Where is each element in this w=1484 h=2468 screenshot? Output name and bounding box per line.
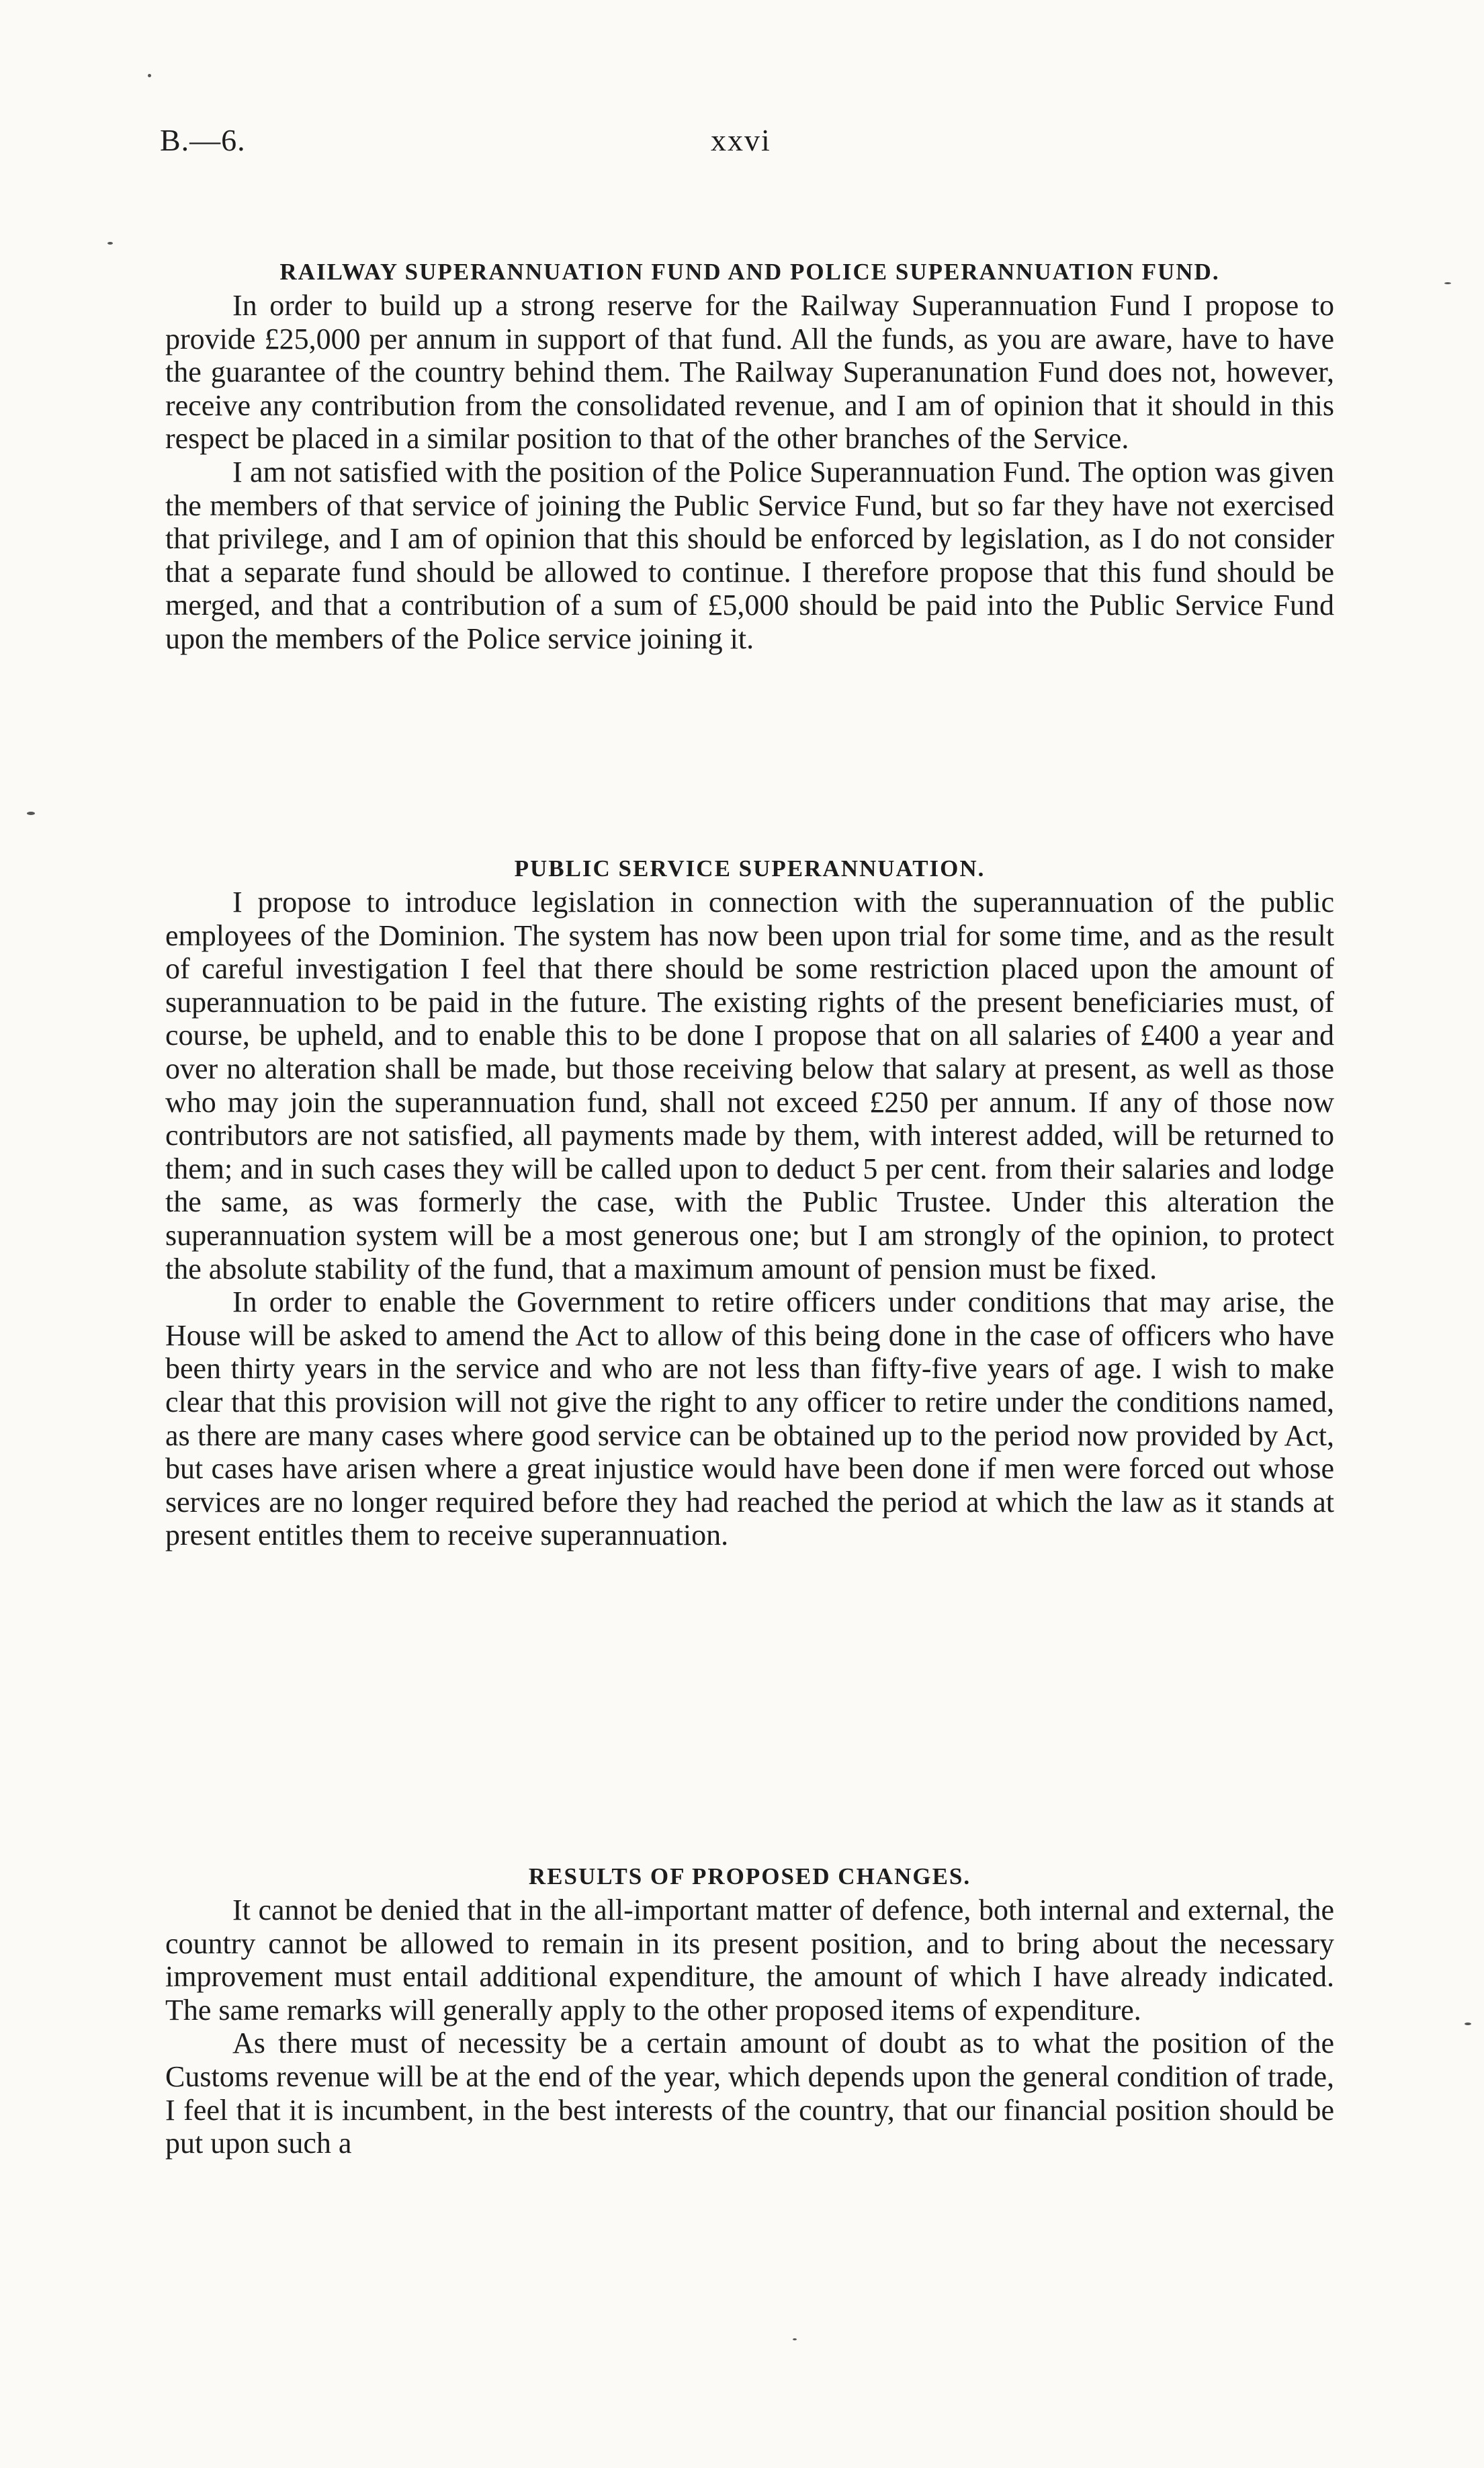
scan-speck <box>1444 282 1451 284</box>
section-heading: PUBLIC SERVICE SUPERANNUATION. <box>514 855 986 882</box>
paragraph: I propose to introduce legislation in connection with the superannuation of the public employees of the Dominion. The system has now been upon trial for some time, and as the result of careful investigation I feel that there should be some restriction placed upon the amount of superannuation to be paid in the future. The existing rights of the present beneficiaries must, of course, be upheld, and to enable this to be done I propose that on all salaries of £400 a year and over no alteration shall be made, but those receiving below that salary at present, as well as those who may join the superannuation fund, shall not exceed £250 per annum. If any of those now contributors are not satisfied, all payments made by them, with interest added, will be returned to them; and in such cases they will be called upon to deduct 5 per cent. from their salaries and lodge the same, as was formerly the case, with the Public Trustee. Under this alteration the superannuation system will be a most generous one; but I am strongly of the opinion, to protect the absolute stability of the fund, that a maximum amount of pension must be fixed. <box>165 886 1334 1285</box>
scan-speck <box>793 2338 797 2340</box>
paragraph: I am not satisfied with the position of the Police Superannuation Fund. The option was given the members of that service of joining the Public Service Fund, but so far they have not exercised that privilege, and I am of opinion that this should be enforced by legislation, as I do not consider that a separate fund should be allowed to continue. I therefore propose that this fund should be merged, and that a contribution of a sum of £5,000 should be paid into the Public Service Fund upon the members of the Police service joining it. <box>165 455 1334 655</box>
paragraph: In order to enable the Government to retire officers under conditions that may arise, the House will be asked to amend the Act to allow of this being done in the case of officers who have been thirty years in the service and who are not less than fifty-five years of age. I wish to make clear that this provision will not give the right to any officer to retire under the conditions named, as there are many cases where good service can be obtained up to the period now provided by Act, but cases have arisen where a great injustice would have been done if men were forced out whose services are no longer required before they had reached the period at which the law as it stands at present entitles them to receive superannuation. <box>165 1285 1334 1552</box>
scan-speck <box>1465 2023 1471 2025</box>
scan-speck <box>148 74 151 77</box>
scan-speck <box>107 242 113 245</box>
section-heading: RESULTS OF PROPOSED CHANGES. <box>528 1863 971 1889</box>
section-results-of-proposed-changes <box>165 1860 1334 2160</box>
document-code: B.—6. <box>160 123 246 157</box>
section-heading: RAILWAY SUPERANNUATION FUND AND POLICE SUPERANNUATION FUND. <box>279 259 1220 285</box>
paragraph: It cannot be denied that in the all-important matter of defence, both internal and external, the country cannot be allowed to remain in its present position, and to bring about the necessary improvement must entail additional expenditure, the amount of which I have already indicated. The same remarks will generally apply to the other proposed items of expenditure. <box>165 1893 1334 2027</box>
paragraph: In order to build up a strong reserve for the Railway Superannuation Fund I propose to provide £25,000 per annum in support of that fund. All the funds, as you are aware, have to have the guarantee of the country behind them. The Railway Superanunation Fund does not, however, receive any contribution from the consolidated revenue, and I am of opinion that it should in this respect be placed in a similar position to that of the other branches of the Service. <box>165 289 1334 456</box>
paragraph: As there must of necessity be a certain amount of doubt as to what the position of the Customs revenue will be at the end of the year, which depends upon the general condition of trade, I feel that it is incumbent, in the best interests of the country, that our financial position should be put upon such a <box>165 2027 1334 2160</box>
page-number: xxvi <box>711 123 771 157</box>
section-railway-police-superannuation <box>165 255 1334 656</box>
scan-speck <box>27 812 35 815</box>
section-public-service-superannuation <box>165 852 1334 1552</box>
